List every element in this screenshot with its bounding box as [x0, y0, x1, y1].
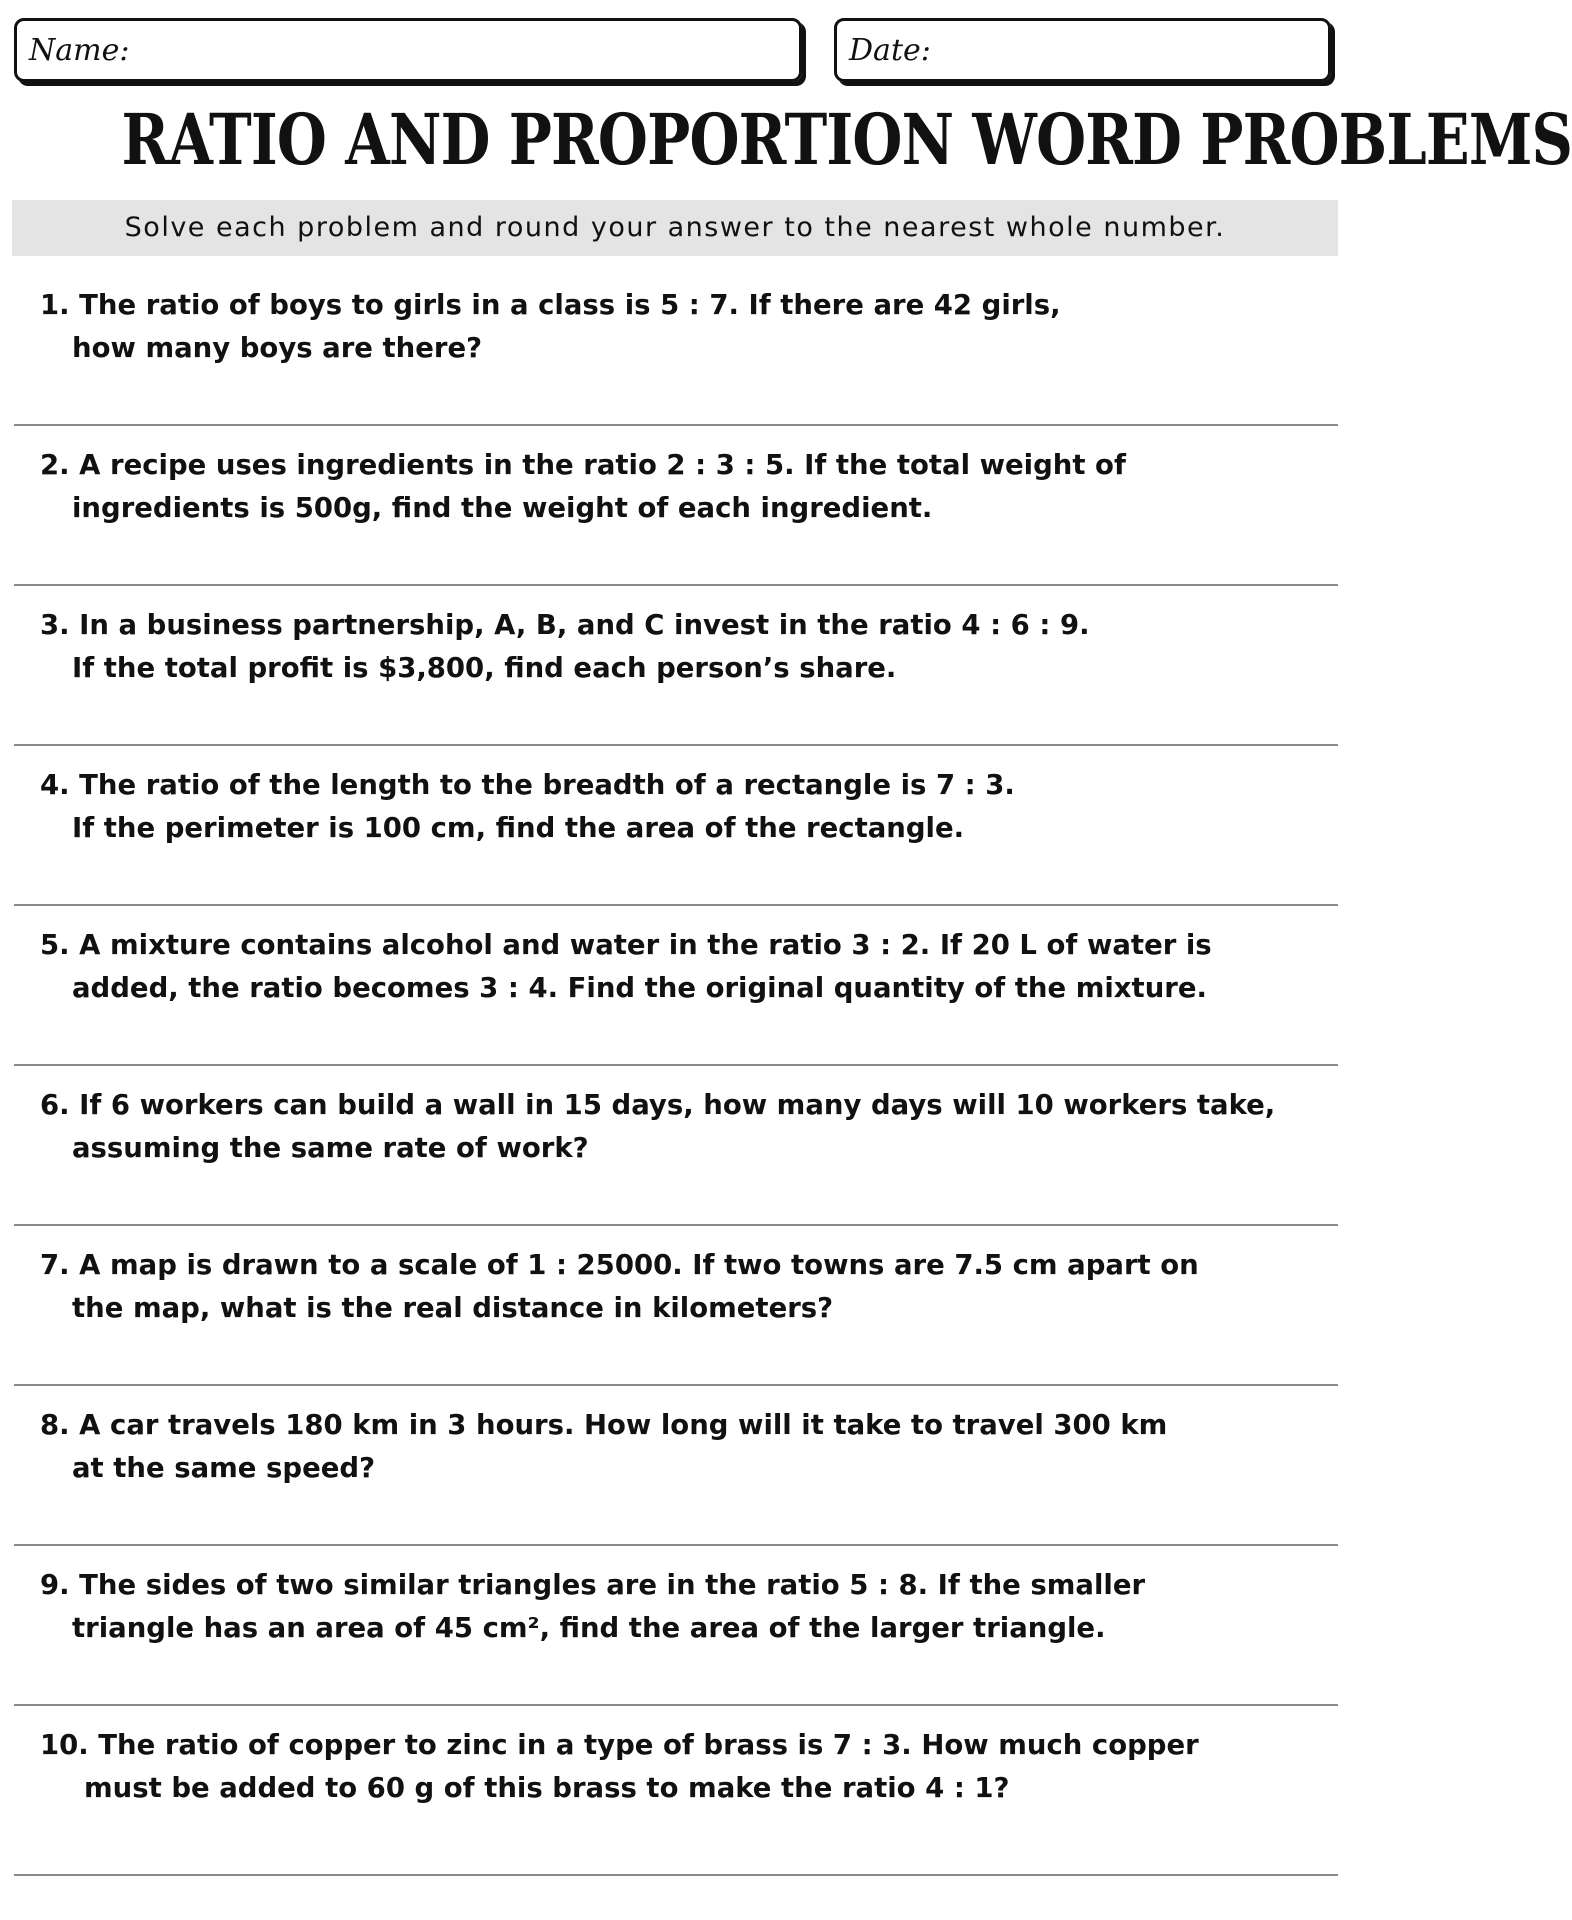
problem-item: [14, 1066, 1338, 1226]
problem-item: [14, 1226, 1338, 1386]
problem-text-line: 9. The sides of two similar triangles are in the ratio 5 : 8. If the smaller: [40, 1569, 1146, 1601]
problem-text-line: added, the ratio becomes 3 : 4. Find the original quantity of the mixture.: [72, 972, 1207, 1004]
problem-text-line: how many boys are there?: [72, 332, 483, 364]
date-label: Date:: [849, 33, 931, 68]
problem-list: [14, 266, 1338, 1876]
instructions-banner: Solve each problem and round your answer to the nearest whole number.: [12, 200, 1338, 256]
problem-text-line: ingredients is 500g, find the weight of each ingredient.: [72, 492, 933, 524]
worksheet-title: RATIO AND PROPORTION WORD PROBLEMS: [121, 98, 1572, 181]
date-field[interactable]: [834, 18, 1331, 82]
problem-text-line: If the total profit is $3,800, find each person’s share.: [72, 652, 897, 684]
problem-text-line: 3. In a business partnership, A, B, and C invest in the ratio 4 : 6 : 9.: [40, 609, 1090, 641]
problem-text-line: 8. A car travels 180 km in 3 hours. How long will it take to travel 300 km: [40, 1409, 1168, 1441]
problem-text-line: triangle has an area of 45 cm², find the area of the larger triangle.: [72, 1612, 1106, 1644]
problem-text-line: must be added to 60 g of this brass to make the ratio 4 : 1?: [84, 1772, 1010, 1804]
problem-item: [14, 426, 1338, 586]
problem-item: [14, 1386, 1338, 1546]
problem-text-line: at the same speed?: [72, 1452, 376, 1484]
problem-text-line: the map, what is the real distance in kilometers?: [72, 1292, 834, 1324]
problem-item: [14, 586, 1338, 746]
name-field[interactable]: [14, 18, 802, 82]
problem-item: [14, 266, 1338, 426]
problem-item: [14, 1706, 1338, 1876]
problem-text-line: If the perimeter is 100 cm, find the area of the rectangle.: [72, 812, 965, 844]
problem-text-line: 5. A mixture contains alcohol and water in the ratio 3 : 2. If 20 L of water is: [40, 929, 1212, 961]
problem-text-line: 4. The ratio of the length to the breadth of a rectangle is 7 : 3.: [40, 769, 1015, 801]
problem-text-line: 2. A recipe uses ingredients in the ratio 2 : 3 : 5. If the total weight of: [40, 449, 1126, 481]
problem-item: [14, 746, 1338, 906]
problem-text-line: 1. The ratio of boys to girls in a class is 5 : 7. If there are 42 girls,: [40, 289, 1061, 321]
problem-item: [14, 906, 1338, 1066]
problem-text-line: 10. The ratio of copper to zinc in a type of brass is 7 : 3. How much copper: [40, 1729, 1199, 1761]
problem-item: [14, 1546, 1338, 1706]
problem-text-line: 7. A map is drawn to a scale of 1 : 25000. If two towns are 7.5 cm apart on: [40, 1249, 1199, 1281]
name-label: Name:: [29, 33, 130, 68]
problem-text-line: 6. If 6 workers can build a wall in 15 days, how many days will 10 workers take,: [40, 1089, 1276, 1121]
problem-text-line: assuming the same rate of work?: [72, 1132, 589, 1164]
